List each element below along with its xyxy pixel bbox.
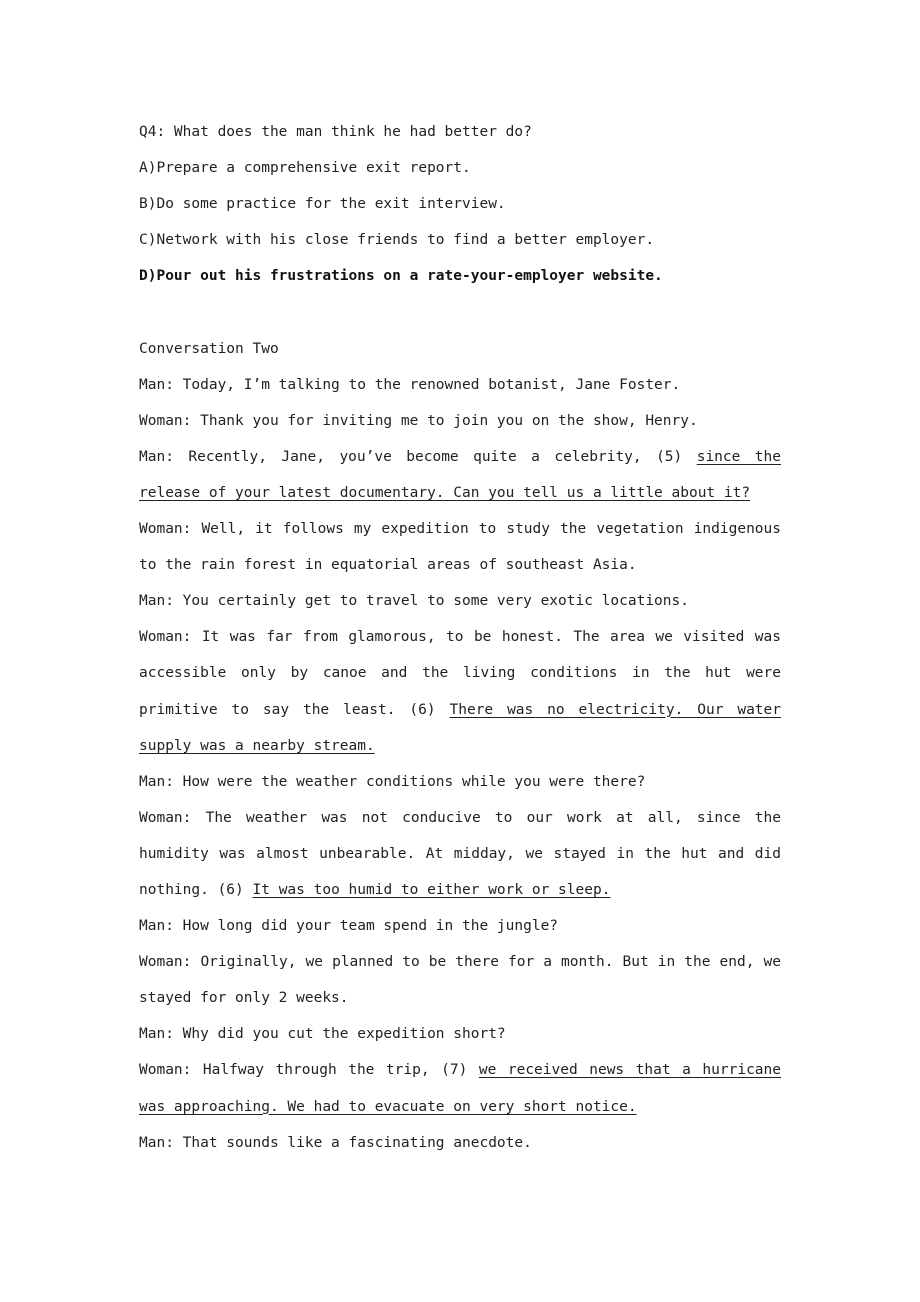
underlined-answer: we received news that a hurricane xyxy=(478,1062,781,1079)
transcript-line xyxy=(139,908,781,944)
option-d-answer: D)Pour out his frustrations on a rate-your-employer website. xyxy=(139,268,663,285)
transcript-line xyxy=(139,583,781,619)
transcript-text: primitive to say the least. (6) xyxy=(139,701,450,718)
underlined-answer: It was too humid to either work or sleep. xyxy=(252,881,611,898)
option-c: C)Network with his close friends to find a better employer. xyxy=(139,232,655,249)
transcript-text: Man: Recently, Jane, you’ve become quite a celebrity, (5) xyxy=(139,448,697,465)
transcript-line xyxy=(139,655,781,691)
transcript-text: Woman: Halfway through the trip, (7) xyxy=(139,1062,479,1079)
transcript-line xyxy=(139,836,781,872)
transcript-text: Man: How were the weather conditions while you were there? xyxy=(139,773,646,790)
transcript-line xyxy=(139,1089,781,1125)
spacer xyxy=(139,294,781,330)
transcript-line xyxy=(139,619,781,655)
transcript-text: Man: That sounds like a fascinating anecdote. xyxy=(139,1134,532,1151)
transcript-line xyxy=(139,439,781,475)
transcript-text: Woman: Well, it follows my expedition to study the vegetation indigenous xyxy=(139,521,781,538)
transcript-line xyxy=(139,367,781,403)
transcript-line xyxy=(139,1052,781,1088)
transcript-text: humidity was almost unbearable. At midday, we stayed in the hut and did xyxy=(139,845,781,862)
transcript-text: stayed for only 2 weeks. xyxy=(139,990,349,1007)
underlined-answer: supply was a nearby stream. xyxy=(139,737,375,754)
transcript-text: Woman: The weather was not conducive to our work at all, since the xyxy=(139,809,781,826)
transcript-line xyxy=(139,475,781,511)
transcript-text: nothing. (6) xyxy=(139,881,253,898)
option-a: A)Prepare a comprehensive exit report. xyxy=(139,160,471,177)
transcript-text: Man: Why did you cut the expedition short? xyxy=(139,1026,506,1043)
question-stem: Q4: What does the man think he had better do? xyxy=(139,124,532,140)
transcript-line xyxy=(139,511,781,547)
transcript-text: Woman: Thank you for inviting me to join you on the show, Henry. xyxy=(139,412,698,429)
transcript-line xyxy=(139,800,781,836)
transcript-text: Woman: Originally, we planned to be there for a month. But in the end, we xyxy=(139,954,781,971)
transcript-line xyxy=(139,728,781,764)
transcript-line xyxy=(139,980,781,1016)
conversation-heading: Conversation Two xyxy=(139,340,279,357)
transcript-text: Woman: It was far from glamorous, to be honest. The area we visited was xyxy=(139,629,781,646)
transcript-text: Man: You certainly get to travel to some very exotic locations. xyxy=(139,593,689,610)
transcript-line xyxy=(139,764,781,800)
underlined-answer: since the xyxy=(696,448,781,465)
transcript-text: to the rain forest in equatorial areas of southeast Asia. xyxy=(139,557,637,574)
transcript-line xyxy=(139,872,781,908)
underlined-answer: was approaching. We had to evacuate on very short notice. xyxy=(139,1098,637,1115)
transcript-line xyxy=(139,547,781,583)
transcript-line xyxy=(139,1016,781,1052)
option-b: B)Do some practice for the exit interview. xyxy=(139,196,506,213)
underlined-answer: There was no electricity. Our water xyxy=(449,701,781,718)
transcript-text: Man: Today, I’m talking to the renowned botanist, Jane Foster. xyxy=(139,376,681,393)
transcript-line xyxy=(139,1125,781,1161)
transcript-line xyxy=(139,403,781,439)
transcript-text: Man: How long did your team spend in the jungle? xyxy=(139,918,559,935)
underlined-answer: release of your latest documentary. Can you tell us a little about it? xyxy=(139,484,751,501)
document-page xyxy=(139,114,781,1161)
transcript-line xyxy=(139,944,781,980)
transcript-line xyxy=(139,692,781,728)
transcript-text: accessible only by canoe and the living conditions in the hut were xyxy=(139,665,781,682)
